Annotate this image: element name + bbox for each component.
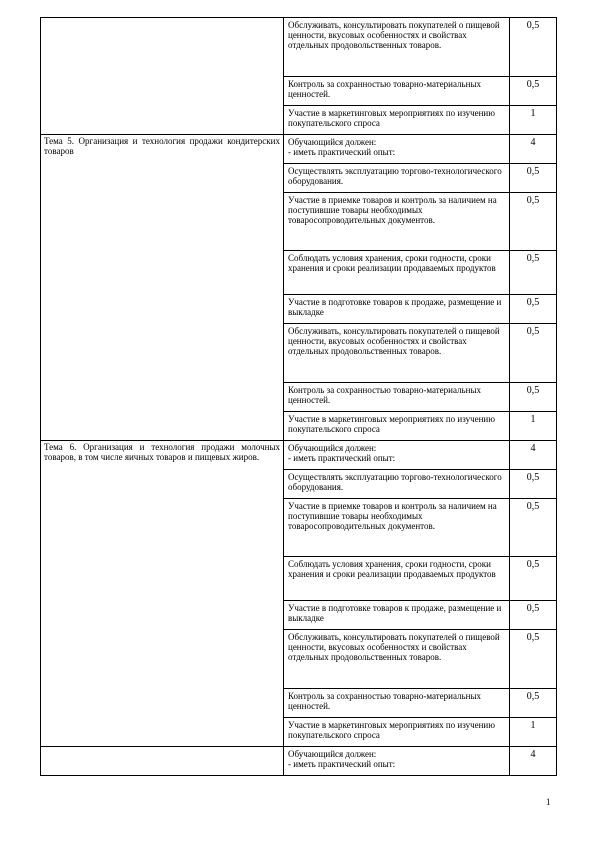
hours-value: 0,5 (526, 253, 540, 264)
hours-cell (510, 193, 557, 251)
description-text: Обслуживать, консультировать покупателей о пищевой ценности, вкусовых особенностях и свойствах отдельных продовольственных товаров. (288, 632, 500, 663)
description-text: Обучающийся должен: - иметь практический опыт: (288, 749, 396, 770)
hours-value: 0,5 (526, 472, 540, 483)
description-cell (284, 135, 510, 164)
table-row (41, 747, 557, 776)
topic-cell (41, 18, 284, 135)
table-row (41, 18, 557, 77)
hours-value: 0,5 (526, 326, 540, 337)
hours-value: 0,5 (526, 501, 540, 512)
hours-cell (510, 557, 557, 601)
hours-value: 0,5 (526, 20, 540, 31)
hours-cell (510, 164, 557, 193)
description-text: Обслуживать, консультировать покупателей о пищевой ценности, вкусовых особенностях и свойствах отдельных продовольственных товаров. (288, 20, 500, 51)
hours-value: 4 (530, 443, 536, 454)
hours-cell (510, 470, 557, 499)
description-text: Контроль за сохранностью товарно-материальных ценностей. (288, 385, 481, 406)
topic-text: Тема 5. Организация и технология продажи кондитерских товаров (44, 136, 280, 157)
topic-cell (41, 747, 284, 776)
description-cell (284, 18, 510, 77)
description-text: Участие в подготовке товаров к продаже, размещение и выкладке (288, 603, 502, 624)
description-text: Обслуживать, консультировать покупателей о пищевой ценности, вкусовых особенностях и свойствах отдельных продовольственных товаров. (288, 326, 500, 357)
description-text: Обучающийся должен: - иметь практический опыт: (288, 443, 396, 464)
description-cell (284, 499, 510, 557)
hours-cell (510, 630, 557, 689)
hours-cell (510, 251, 557, 295)
description-cell (284, 689, 510, 718)
description-text: Соблюдать условия хранения, сроки годности, сроки хранения и сроки реализации продаваемых продуктов (288, 559, 496, 580)
description-cell (284, 441, 510, 470)
description-cell (284, 718, 510, 747)
description-cell (284, 747, 510, 776)
description-cell (284, 295, 510, 324)
topic-text (41, 18, 283, 19)
hours-cell (510, 106, 557, 135)
page-number: 1 (546, 797, 551, 807)
hours-value: 1 (530, 108, 536, 119)
description-cell (284, 77, 510, 106)
topic-cell (41, 135, 284, 441)
description-cell (284, 164, 510, 193)
description-cell (284, 383, 510, 412)
hours-value: 0,5 (526, 632, 540, 643)
hours-value: 1 (530, 720, 536, 731)
hours-value: 0,5 (526, 166, 540, 177)
description-text: Участие в маркетинговых мероприятиях по изучению покупательского спроса (288, 108, 495, 129)
hours-cell (510, 77, 557, 106)
hours-cell (510, 441, 557, 470)
description-cell (284, 630, 510, 689)
description-cell (284, 193, 510, 251)
description-cell (284, 324, 510, 383)
hours-value: 0,5 (526, 79, 540, 90)
hours-cell (510, 135, 557, 164)
description-cell (284, 106, 510, 135)
table-row (41, 135, 557, 164)
description-cell (284, 251, 510, 295)
hours-cell (510, 295, 557, 324)
hours-value: 1 (530, 414, 536, 425)
practice-plan-table (40, 17, 557, 776)
hours-value: 0,5 (526, 385, 540, 396)
hours-cell (510, 499, 557, 557)
hours-value: 0,5 (526, 559, 540, 570)
description-text: Контроль за сохранностью товарно-материальных ценностей. (288, 79, 481, 100)
description-text: Осуществлять эксплуатацию торгово-технологического оборудования. (288, 472, 502, 493)
description-cell (284, 470, 510, 499)
description-cell (284, 557, 510, 601)
hours-value: 0,5 (526, 603, 540, 614)
hours-cell (510, 718, 557, 747)
hours-value: 4 (530, 137, 536, 148)
hours-cell (510, 383, 557, 412)
topic-cell (41, 441, 284, 747)
hours-value: 0,5 (526, 195, 540, 206)
description-cell (284, 601, 510, 630)
table-row (41, 441, 557, 470)
hours-value: 0,5 (526, 297, 540, 308)
hours-cell (510, 689, 557, 718)
topic-text: Тема 6. Организация и технология продажи молочных товаров, в том числе яичных товаров и пищевых жиров. (44, 442, 280, 463)
description-text: Участие в маркетинговых мероприятиях по изучению покупательского спроса (288, 414, 495, 435)
hours-value: 4 (530, 749, 536, 760)
description-cell (284, 412, 510, 441)
hours-value: 0,5 (526, 691, 540, 702)
description-text: Контроль за сохранностью товарно-материальных ценностей. (288, 691, 481, 712)
topic-text (41, 747, 283, 748)
hours-cell (510, 324, 557, 383)
hours-cell (510, 18, 557, 77)
description-text: Участие в приемке товаров и контроль за наличием на поступившие товары необходимых товаросопроводительных документов. (288, 501, 497, 532)
hours-cell (510, 412, 557, 441)
description-text: Обучающийся должен: - иметь практический опыт: (288, 137, 396, 158)
hours-cell (510, 747, 557, 776)
description-text: Соблюдать условия хранения, сроки годности, сроки хранения и сроки реализации продаваемых продуктов (288, 253, 496, 274)
table-body (41, 18, 557, 776)
description-text: Участие в приемке товаров и контроль за наличием на поступившие товары необходимых товаросопроводительных документов. (288, 195, 497, 226)
hours-cell (510, 601, 557, 630)
description-text: Участие в маркетинговых мероприятиях по изучению покупательского спроса (288, 720, 495, 741)
description-text: Участие в подготовке товаров к продаже, размещение и выкладке (288, 297, 502, 318)
description-text: Осуществлять эксплуатацию торгово-технологического оборудования. (288, 166, 502, 187)
